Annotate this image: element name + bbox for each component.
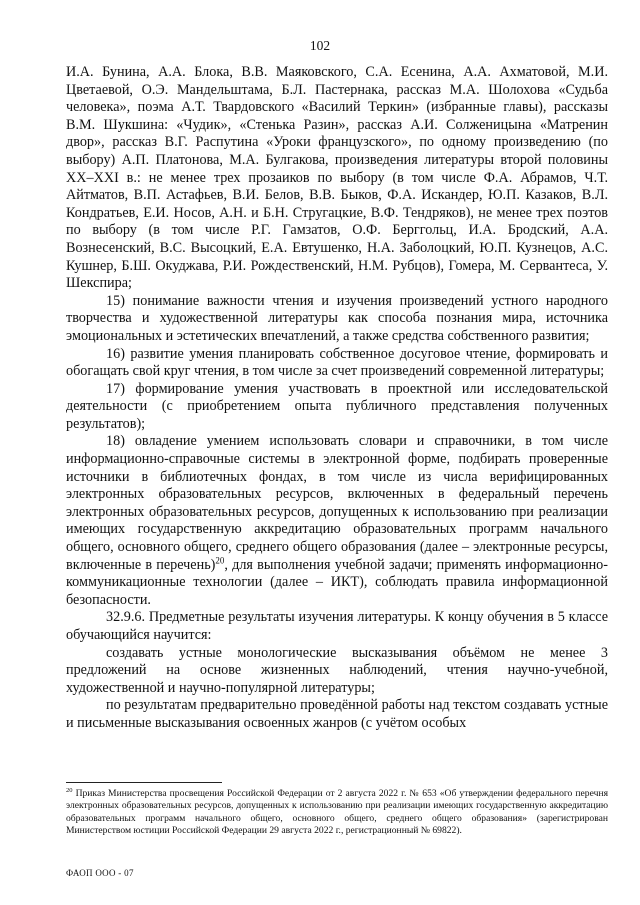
paragraph-section-32-9-6: 32.9.6. Предметные результаты изучения литературы. К концу обучения в 5 классе обучающийся научится: — [66, 609, 608, 643]
paragraph-item-16: 16) развитие умения планировать собственное досуговое чтение, формировать и обогащать свой круг чтения, в том числе за счет произведений современной литературы; — [66, 345, 608, 380]
paragraph-authors-list: И.А. Бунина, А.А. Блока, В.В. Маяковского, С.А. Есенина, А.А. Ахматовой, М.И. Цветаевой, О.Э. Мандельштама, Б.Л. Пастернака, рассказ М.А. Шолохова «Судьба человека», поэма А.Т. Твардовского «Василий Теркин» (избранные главы), рассказы В.М. Шукшина: «Чудик», «Стенька Разин», рассказ А.И. Солженицына «Матренин двор», рассказ В.Г. Распутина «Уроки французского», по одному произведению (по выбору) А.П. Платонова, М.А. Булгакова, произведения литературы второй половины XX–XXI в.: не менее трех прозаиков по выбору (в том числе Ф.А. Абрамов, Ч.Т. Айтматов, В.П. Астафьев, В.И. Белов, В.В. Быков, Ф.А. Искандер, Ю.П. Казаков, В.Л. Кондратьев, Е.И. Носов, А.Н. и Б.Н. Стругацкие, В.Ф. Тендряков), не менее трех поэтов по выбору (в том числе Р.Г. Гамзатов, О.Ф. Берггольц, И.А. Бродский, А.А. Вознесенский, В.С. Высоцкий, Е.А. Евтушенко, Н.А. Заболоцкий, Ю.П. Кузнецов, А.С. Кушнер, Б.Ш. Окуджава, Р.И. Рождественский, Н.М. Рубцов), Гомера, М. Сервантеса, У. Шекспира; — [66, 64, 608, 292]
paragraph-item-15: 15) понимание важности чтения и изучения произведений устного народного творчества и художественной литературы как способа познания мира, источника эмоциональных и эстетических впечатлений, а также средства собственного развития; — [66, 292, 608, 344]
footnote-reference: 20 — [215, 554, 225, 565]
footnote-text: Приказ Министерства просвещения Российской Федерации от 2 августа 2022 г. № 653 «Об утверждении федерального перечня электронных образовательных ресурсов, допущенных к использованию при реализации имеющих государственную аккредитацию образовательных программ начального общего, основного общего, среднего общего образования» (зарегистрирован Министерством юстиции Российской Федерации 29 августа 2022 г., регистрационный № 69822). — [66, 788, 608, 837]
page-number: 102 — [309, 38, 331, 53]
paragraph-item-18-tail: , для выполнения учебной задачи; применять информационно-коммуникационные технологии (далее – ИКТ), соблюдать правила информационной безопасности. — [66, 556, 608, 608]
footnote — [66, 788, 608, 838]
paragraph-result-written: по результатам предварительно проведённой работы над текстом создавать устные и письменные высказывания освоенных жанров (с учётом особых — [66, 697, 608, 731]
footer-code: ФАОП ООО - 07 — [66, 868, 134, 878]
paragraph-item-17: 17) формирование умения участвовать в проектной или исследовательской деятельности (с приобретением опыта публичного представления полученных результатов); — [66, 380, 608, 432]
footnote-divider — [66, 782, 222, 783]
body-text — [66, 64, 608, 733]
paragraph-item-18 — [66, 433, 608, 609]
paragraph-item-18-text: 18) овладение умением использовать словари и справочники, в том числе информационно-справочные системы в электронной форме, подбирать проверенные источники в библиотечных фондах, в том числе из числа верифицированных электронных образовательных ресурсов, включенных в федеральный перечень электронных образовательных ресурсов, допущенных к использованию при реализации имеющих государственную аккредитацию образовательных программ начального общего, основного общего, среднего общего образования (далее – электронные ресурсы, включенные в перечень) — [66, 433, 608, 573]
paragraph-result-oral: создавать устные монологические высказывания объёмом не менее 3 предложений на основе жизненных наблюдений, чтения научно-учебной, художественной и научно-популярной литературы; — [66, 644, 608, 696]
footnote-number: 20 — [66, 786, 73, 794]
